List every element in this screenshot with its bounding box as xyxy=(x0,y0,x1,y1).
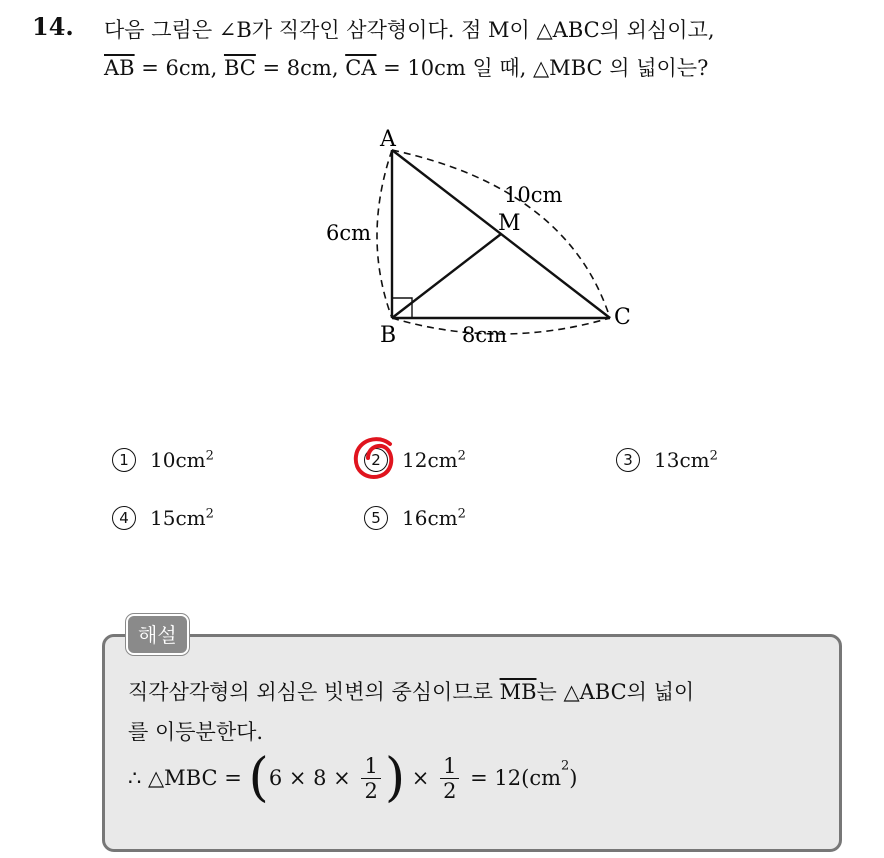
segment-ab-value: = 6cm, xyxy=(134,56,224,80)
choice-1[interactable] xyxy=(112,448,214,472)
formula-exponent: 2 xyxy=(561,758,570,774)
arc-ab xyxy=(377,150,392,318)
side-ca-label: 10cm xyxy=(504,183,563,207)
fraction-1 xyxy=(361,754,380,803)
choice-2-exponent: 2 xyxy=(457,448,466,464)
fraction-1-denominator: 2 xyxy=(364,778,378,803)
choice-4-value: 15cm xyxy=(150,506,206,530)
explanation-formula xyxy=(128,748,578,822)
choice-4-number: 4 xyxy=(112,506,136,530)
triangle-figure xyxy=(300,118,660,358)
choice-3-number: 3 xyxy=(616,448,640,472)
choice-1-exponent: 2 xyxy=(205,448,214,464)
choice-1-number: 1 xyxy=(112,448,136,472)
choice-1-value: 10cm xyxy=(150,448,206,472)
explanation-line1 xyxy=(128,676,694,706)
segment-ca: $\overline{CA}$ xyxy=(345,56,377,80)
choice-5[interactable] xyxy=(364,506,466,530)
choice-4[interactable] xyxy=(112,506,214,530)
explanation-line1-post: 는 △ABC의 넓이 xyxy=(536,680,695,704)
choice-2-number: 2 xyxy=(364,448,388,472)
formula-prefix: ∴ △MBC = xyxy=(128,766,249,790)
side-bc-label: 8cm xyxy=(462,323,508,347)
formula-inner: 6 × 8 × xyxy=(268,766,358,790)
vertex-c-label: C xyxy=(614,305,631,330)
segment-bc-value: = 8cm, xyxy=(255,56,346,80)
answer-circle-mark xyxy=(350,434,400,484)
formula-close: ) xyxy=(569,766,578,790)
question-text-line2 xyxy=(104,52,708,82)
question-text-line1: 다음 그림은 ∠B가 직각인 삼각형이다. 점 M이 △ABC의 외심이고, xyxy=(104,18,715,42)
point-m-label: M xyxy=(498,211,521,236)
choice-2-value: 12cm xyxy=(402,448,458,472)
explanation-line1-pre: 직각삼각형의 외심은 빗변의 중심이므로 xyxy=(128,680,500,704)
segment-ca-value: = 10cm 일 때, △MBC 의 넓이는? xyxy=(376,56,709,80)
formula-result: = 12(cm xyxy=(463,766,561,790)
fraction-2-denominator: 2 xyxy=(443,778,457,803)
choice-3-exponent: 2 xyxy=(709,448,718,464)
segment-mb-text: $\overline{MB}$ xyxy=(499,680,537,704)
choice-4-exponent: 2 xyxy=(205,506,214,522)
formula-paren-close: ) xyxy=(384,748,406,808)
explanation-line2: 를 이등분한다. xyxy=(128,720,264,744)
formula-times: × xyxy=(405,766,437,790)
choice-3[interactable] xyxy=(616,448,718,472)
fraction-2-numerator: 1 xyxy=(440,754,459,779)
choice-5-value: 16cm xyxy=(402,506,458,530)
side-ab-label: 6cm xyxy=(326,221,372,245)
segment-bc: $\overline{BC}$ xyxy=(223,56,256,80)
choice-3-value: 13cm xyxy=(654,448,710,472)
question-number: 14. xyxy=(32,12,74,41)
choice-5-exponent: 2 xyxy=(457,506,466,522)
explanation-tag: 해설 xyxy=(126,614,189,655)
choice-5-number: 5 xyxy=(364,506,388,530)
formula-paren-open: ( xyxy=(248,748,269,808)
segment-mb xyxy=(392,234,501,318)
fraction-2 xyxy=(440,754,459,803)
segment-ab: $\overline{AB}$ xyxy=(104,56,135,80)
vertex-b-label: B xyxy=(380,323,397,348)
fraction-1-numerator: 1 xyxy=(361,754,380,779)
vertex-a-label: A xyxy=(380,127,396,152)
